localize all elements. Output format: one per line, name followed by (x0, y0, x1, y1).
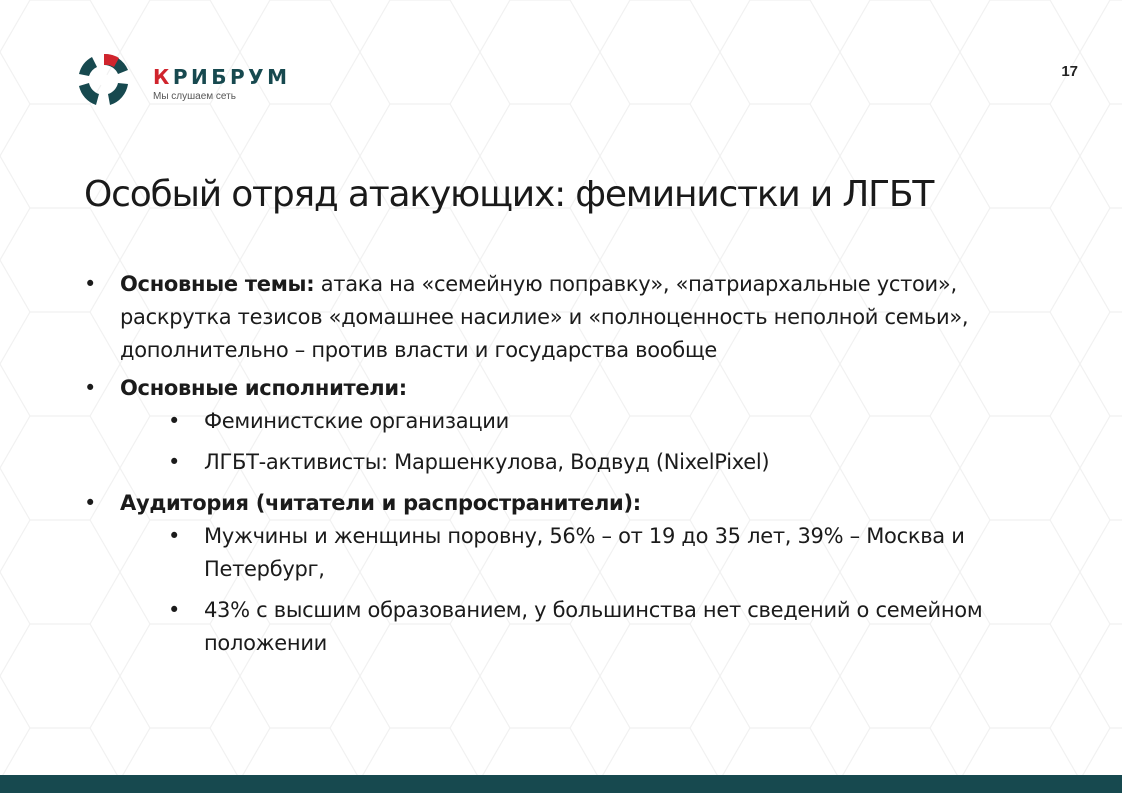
bullet-audience (84, 487, 1074, 660)
bullet-topics (84, 268, 1074, 367)
bullet-performers-label: Основные исполнители: (120, 376, 407, 400)
audience-sublist (120, 520, 1074, 660)
bullet-list (84, 268, 1074, 660)
page-number: 17 (1061, 63, 1078, 80)
slide-content (84, 268, 1074, 668)
audience-item: • Мужчины и женщины поровну, 56% – от 19 до 35 лет, 39% – Москва и Петербург, (168, 520, 1074, 586)
performers-sublist (120, 405, 1074, 479)
brand-name (153, 65, 290, 89)
bullet-topics-label: Основные темы: (120, 272, 315, 296)
slide-title: Особый отряд атакующих: феминистки и ЛГБТ (84, 174, 934, 215)
brand-name-accent: К (153, 65, 173, 89)
kribrum-logo-icon (74, 50, 134, 110)
bullet-performers (84, 372, 1074, 479)
bullet-topics-text: атака на «семейную поправку», «патриархальные устои», раскрутка тезисов «домашнее насилие» и «полноценность неполной семьи», дополнительно – против власти и государства вообще (120, 272, 969, 362)
brand-tagline: Мы слушаем сеть (153, 91, 236, 102)
brand-name-rest: РИБРУМ (172, 65, 291, 89)
bullet-audience-label: Аудитория (читатели и распространители): (120, 491, 641, 515)
performers-item: • ЛГБТ-активисты: Маршенкулова, Водвуд (NixelPixel) (168, 446, 1074, 479)
performers-item: • Феминистские организации (168, 405, 1074, 438)
kribrum-logo (74, 50, 314, 112)
footer-bar (0, 775, 1122, 793)
audience-item: • 43% с высшим образованием, у большинства нет сведений о семейном положении (168, 594, 1074, 660)
